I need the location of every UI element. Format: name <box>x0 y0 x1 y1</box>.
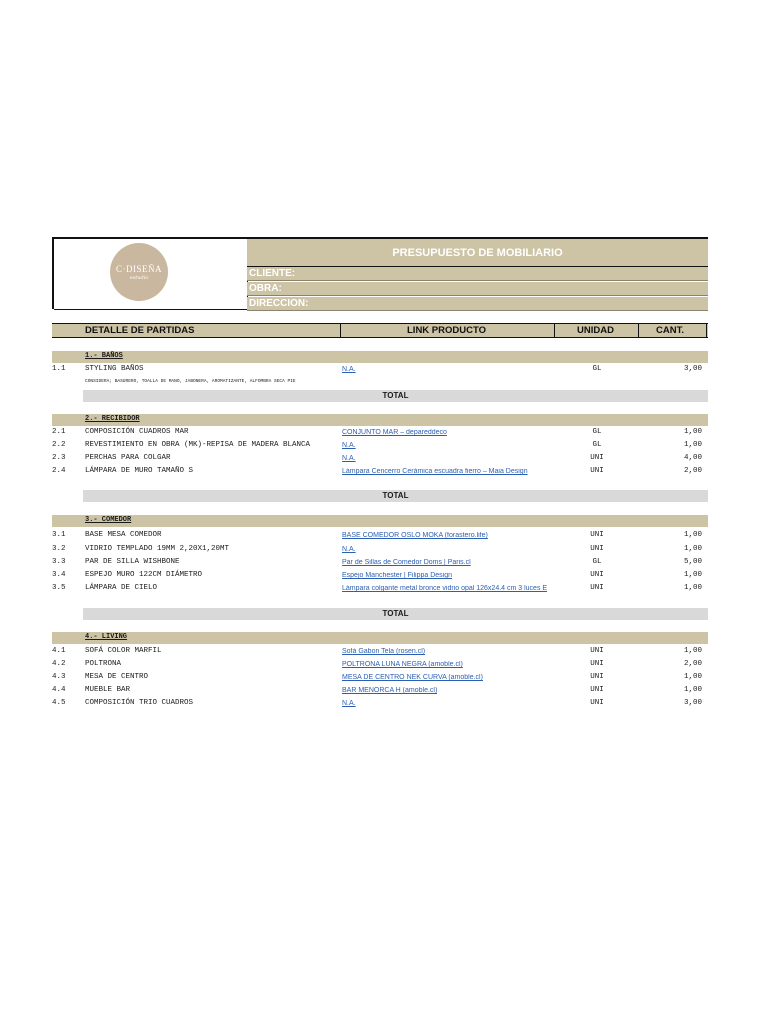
item-description: STYLING BAÑOS <box>85 365 144 373</box>
table-row <box>52 685 708 697</box>
item-unit: GL <box>592 428 602 436</box>
item-number: 4.3 <box>52 673 66 681</box>
table-row <box>52 570 708 582</box>
item-description: LÁMPARA DE CIELO <box>85 584 158 592</box>
item-quantity: 1,00 <box>683 428 702 436</box>
item-quantity: 3,00 <box>683 699 702 707</box>
section-total: TOTAL <box>83 390 708 402</box>
product-link[interactable]: Par de Sillas de Comedor Doms | Paris.cl <box>342 559 471 566</box>
obra-field[interactable]: OBRA: <box>247 282 708 296</box>
product-link[interactable]: Sofá Gabon Tela (rosen.cl) <box>342 648 426 655</box>
item-number: 4.4 <box>52 686 66 694</box>
table-row <box>52 646 708 658</box>
item-quantity: 4,00 <box>683 454 702 462</box>
table-row <box>52 427 708 439</box>
item-description: VIDRIO TEMPLADO 19MM 2,20X1,20MT <box>85 545 230 553</box>
item-description: COMPOSICIÓN CUADROS MAR <box>85 428 189 436</box>
item-quantity: 1,00 <box>683 584 702 592</box>
product-link[interactable]: N.A. <box>342 700 356 707</box>
section-total: TOTAL <box>83 608 708 620</box>
item-number: 3.3 <box>52 558 66 566</box>
item-unit: UNI <box>590 673 604 681</box>
table-row <box>52 557 708 569</box>
item-unit: UNI <box>590 545 604 553</box>
product-link[interactable]: Lámpara colgante metal bronce vidrio opal 126x24.4 cm 3 luces E <box>342 585 548 592</box>
col-unidad: UNIDAD <box>577 325 614 336</box>
item-number: 4.5 <box>52 699 66 707</box>
item-unit: UNI <box>590 531 604 539</box>
item-number: 3.1 <box>52 531 66 539</box>
logo-cell <box>54 239 248 310</box>
item-quantity: 5,00 <box>683 558 702 566</box>
section-header <box>52 414 708 426</box>
product-link[interactable]: MESA DE CENTRO NEK CURVA (amoble.cl) <box>342 674 483 681</box>
item-description: PERCHAS PARA COLGAR <box>85 454 171 462</box>
item-quantity: 2,00 <box>683 467 702 475</box>
item-unit: UNI <box>590 699 604 707</box>
item-quantity: 1,00 <box>683 545 702 553</box>
column-header-row <box>52 323 708 338</box>
table-row <box>52 672 708 684</box>
table-row <box>52 544 708 556</box>
product-link[interactable]: POLTRONA LUNA NEGRA (amoble.cl) <box>342 661 463 668</box>
item-quantity: 1,00 <box>683 531 702 539</box>
item-quantity: 3,00 <box>683 365 702 373</box>
product-link[interactable]: BAR MENORCA H (amoble.cl) <box>342 687 438 694</box>
item-quantity: 1,00 <box>683 686 702 694</box>
product-link[interactable]: Espejo Manchester | Filippa Design <box>342 572 452 579</box>
col-divider <box>706 324 707 338</box>
item-number: 3.4 <box>52 571 66 579</box>
item-unit: UNI <box>590 571 604 579</box>
item-description: REVESTIMIENTO EN OBRA (MK)-REPISA DE MADERA BLANCA <box>85 441 311 449</box>
table-row <box>52 440 708 452</box>
section-header <box>52 515 708 527</box>
item-description: COMPOSICIÓN TRIO CUADROS <box>85 699 194 707</box>
table-row <box>52 453 708 465</box>
section-title: 1.- BAÑOS <box>85 352 123 360</box>
section-header <box>52 351 708 363</box>
item-description: BASE MESA COMEDOR <box>85 531 162 539</box>
col-cant: CANT. <box>656 325 684 336</box>
logo-subtext: estudio <box>129 274 149 281</box>
section-title: 3.- COMEDOR <box>85 516 132 524</box>
table-row <box>52 583 708 595</box>
item-description: MUEBLE BAR <box>85 686 131 694</box>
item-unit: UNI <box>590 467 604 475</box>
page-title: PRESUPUESTO DE MOBILIARIO <box>247 239 708 267</box>
item-quantity: 1,00 <box>683 441 702 449</box>
item-unit: UNI <box>590 647 604 655</box>
cliente-field[interactable]: CLIENTE: <box>247 267 708 281</box>
section-total: TOTAL <box>83 490 708 502</box>
item-description: LÁMPARA DE MURO TAMAÑO S <box>85 467 194 475</box>
item-description: SOFÁ COLOR MARFIL <box>85 647 162 655</box>
product-link[interactable]: N.A. <box>342 366 356 373</box>
section-title: 4.- LIVING <box>85 633 128 641</box>
table-row <box>52 659 708 671</box>
budget-sheet <box>52 237 708 709</box>
table-row <box>52 466 708 478</box>
product-link[interactable]: BASE COMEDOR OSLO MOKA (forastero.life) <box>342 532 488 539</box>
item-quantity: 2,00 <box>683 660 702 668</box>
brand-logo <box>110 243 168 301</box>
item-unit: GL <box>592 441 602 449</box>
item-description: MESA DE CENTRO <box>85 673 149 681</box>
budget-header <box>52 237 708 309</box>
item-unit: GL <box>592 558 602 566</box>
col-divider <box>554 324 555 338</box>
item-number: 2.3 <box>52 454 66 462</box>
product-link[interactable]: N.A. <box>342 455 356 462</box>
item-unit: UNI <box>590 454 604 462</box>
product-link[interactable]: N.A. <box>342 546 356 553</box>
item-description: PAR DE SILLA WISHBONE <box>85 558 180 566</box>
section-title: 2.- RECIBIDOR <box>85 415 140 423</box>
table-row <box>52 530 708 542</box>
item-number: 3.2 <box>52 545 66 553</box>
col-detalle: DETALLE DE PARTIDAS <box>85 325 195 336</box>
item-number: 2.4 <box>52 467 66 475</box>
col-divider <box>638 324 639 338</box>
item-unit: UNI <box>590 660 604 668</box>
item-number: 3.5 <box>52 584 66 592</box>
table-row <box>52 364 708 376</box>
direccion-field[interactable]: DIRECCION: <box>247 297 708 311</box>
item-unit: GL <box>592 365 602 373</box>
item-quantity: 1,00 <box>683 673 702 681</box>
logo-text: C·DISEÑA <box>116 263 162 274</box>
item-number: 2.2 <box>52 441 66 449</box>
section-header <box>52 632 708 644</box>
col-link: LINK PRODUCTO <box>407 325 486 336</box>
product-link[interactable]: N.A. <box>342 442 356 449</box>
item-quantity: 1,00 <box>683 571 702 579</box>
item-number: 2.1 <box>52 428 66 436</box>
item-number: 4.2 <box>52 660 66 668</box>
product-link[interactable]: CONJUNTO MAR – depareddeco <box>342 429 447 436</box>
item-description: ESPEJO MURO 122CM DIÁMETRO <box>85 571 203 579</box>
item-description: POLTRONA <box>85 660 122 668</box>
table-row <box>52 698 708 710</box>
item-unit: UNI <box>590 686 604 694</box>
product-link[interactable]: Lámpara Cencerro Cerámica escuadra fierro – Maia Design <box>342 468 528 475</box>
col-divider <box>340 324 341 338</box>
item-number: 1.1 <box>52 365 66 373</box>
item-unit: UNI <box>590 584 604 592</box>
item-number: 4.1 <box>52 647 66 655</box>
item-quantity: 1,00 <box>683 647 702 655</box>
item-note: CONSIDERA; BASURERO, TOALLA DE MANO, JABONERA, AROMATIZANTE, ALFOMBRA SECA PIE <box>85 379 296 384</box>
